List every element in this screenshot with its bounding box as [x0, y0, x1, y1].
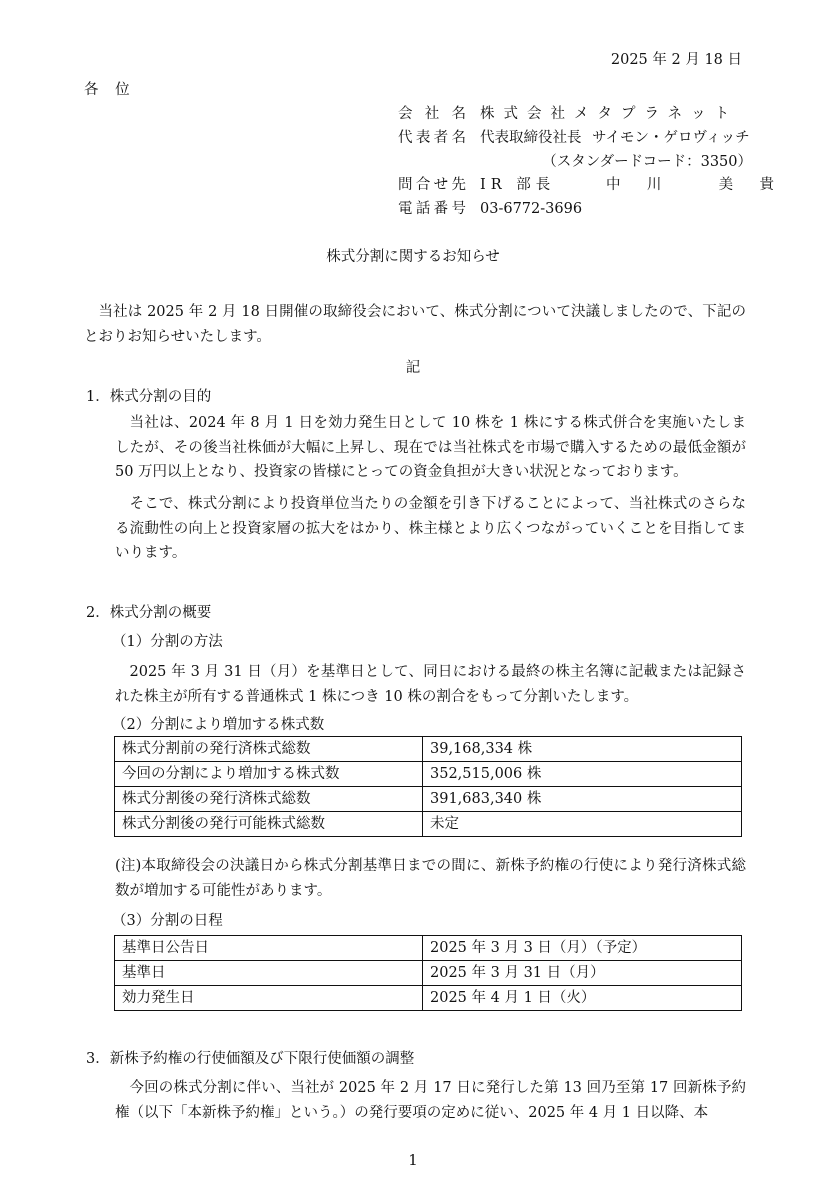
table-cell-value: 2025 年 3 月 31 日（月） — [423, 961, 742, 986]
section-1-heading: 1．株式分割の目的 — [86, 389, 212, 405]
table-cell-value: 39,168,334 株 — [423, 737, 742, 762]
table-row — [115, 737, 742, 762]
split-method-heading: （1）分割の方法 — [112, 634, 223, 650]
intro-paragraph: 当社は 2025 年 2 月 18 日開催の取締役会において、株式分割について決議しましたので、下記のとおりお知らせいたします。 — [84, 304, 746, 345]
table-cell-value: 391,683,340 株 — [423, 787, 742, 812]
phone-number: 03-6772-3696 — [480, 201, 583, 217]
phone-label: 電話番号 — [398, 201, 466, 217]
addressee: 各 位 — [84, 82, 136, 98]
table-cell-label: 基準日 — [115, 961, 423, 986]
section-3-paragraph: 今回の株式分割に伴い、当社が 2025 年 2 月 17 日に発行した第 13 回乃至第 17 回新株予約権（以下「本新株予約権」という。）の発行要項の定めに従い、2025 年 4 月 1 日以降、本 — [115, 1080, 746, 1121]
table-cell-value: 2025 年 3 月 3 日（月）（予定） — [423, 936, 742, 961]
table-row — [115, 762, 742, 787]
document-date: 2025 年 2 月 18 日 — [610, 52, 742, 68]
document-title: 株式分割に関するお知らせ — [326, 249, 500, 265]
stock-code: （スタンダードコード：3350） — [542, 154, 752, 170]
table-cell-value: 352,515,006 株 — [423, 762, 742, 787]
table-row — [115, 936, 742, 961]
table-cell-value: 未定 — [423, 812, 742, 837]
schedule-table — [114, 935, 742, 1011]
page-number: 1 — [408, 1151, 418, 1169]
table-note: (注)本取締役会の決議日から株式分割基準日までの間に、新株予約権の行使により発行済株式総数が増加する可能性があります。 — [115, 858, 746, 899]
table-row — [115, 787, 742, 812]
table-cell-value: 2025 年 4 月 1 日（火） — [423, 986, 742, 1011]
table-row — [115, 812, 742, 837]
section-2-heading: 2．株式分割の概要 — [86, 605, 212, 621]
table-cell-label: 基準日公告日 — [115, 936, 423, 961]
representative-label: 代表者名 — [398, 130, 466, 146]
ki-marker: 記 — [405, 360, 421, 376]
section-3-heading: 3．新株予約権の行使価額及び下限行使価額の調整 — [86, 1051, 415, 1067]
company-name: 株式会社メタプラネット — [480, 106, 739, 122]
table-row — [115, 961, 742, 986]
contact-name: 中川 美貴 — [606, 177, 774, 193]
contact-department: IR 部長 — [480, 177, 556, 193]
company-label: 会社名 — [398, 106, 466, 122]
table-cell-label: 今回の分割により増加する株式数 — [115, 762, 423, 787]
contact-label: 問合せ先 — [398, 177, 466, 193]
table-cell-label: 効力発生日 — [115, 986, 423, 1011]
schedule-heading: （3）分割の日程 — [112, 913, 223, 929]
representative-name: サイモン・ゲロヴィッチ — [592, 130, 750, 146]
section-1-paragraph-1: 当社は、2024 年 8 月 1 日を効力発生日として 10 株を 1 株にする株式併合を実施いたしましたが、その後当社株価が大幅に上昇し、現在では当社株式を市場で購入するための最低金額が 50 万円以上となり、投資家の皆様にとっての資金負担が大きい状況となっております。 — [115, 415, 746, 480]
table-cell-label: 株式分割後の発行可能株式総数 — [115, 812, 423, 837]
section-1-paragraph-2: そこで、株式分割により投資単位当たりの金額を引き下げることによって、当社株式のさらなる流動性の向上と投資家層の拡大をはかり、株主様とより広くつながっていくことを目指してまいります。 — [115, 496, 746, 561]
share-increase-heading: （2）分割により増加する株式数 — [112, 717, 325, 733]
representative-title: 代表取締役社長 — [480, 130, 582, 146]
split-method-text: 2025 年 3 月 31 日（月）を基準日として、同日における最終の株主名簿に記載または記録された株主が所有する普通株式 1 株につき 10 株の割合をもって分割いたします。 — [115, 664, 746, 705]
share-count-table — [114, 736, 742, 837]
table-row — [115, 986, 742, 1011]
table-cell-label: 株式分割後の発行済株式総数 — [115, 787, 423, 812]
table-cell-label: 株式分割前の発行済株式総数 — [115, 737, 423, 762]
